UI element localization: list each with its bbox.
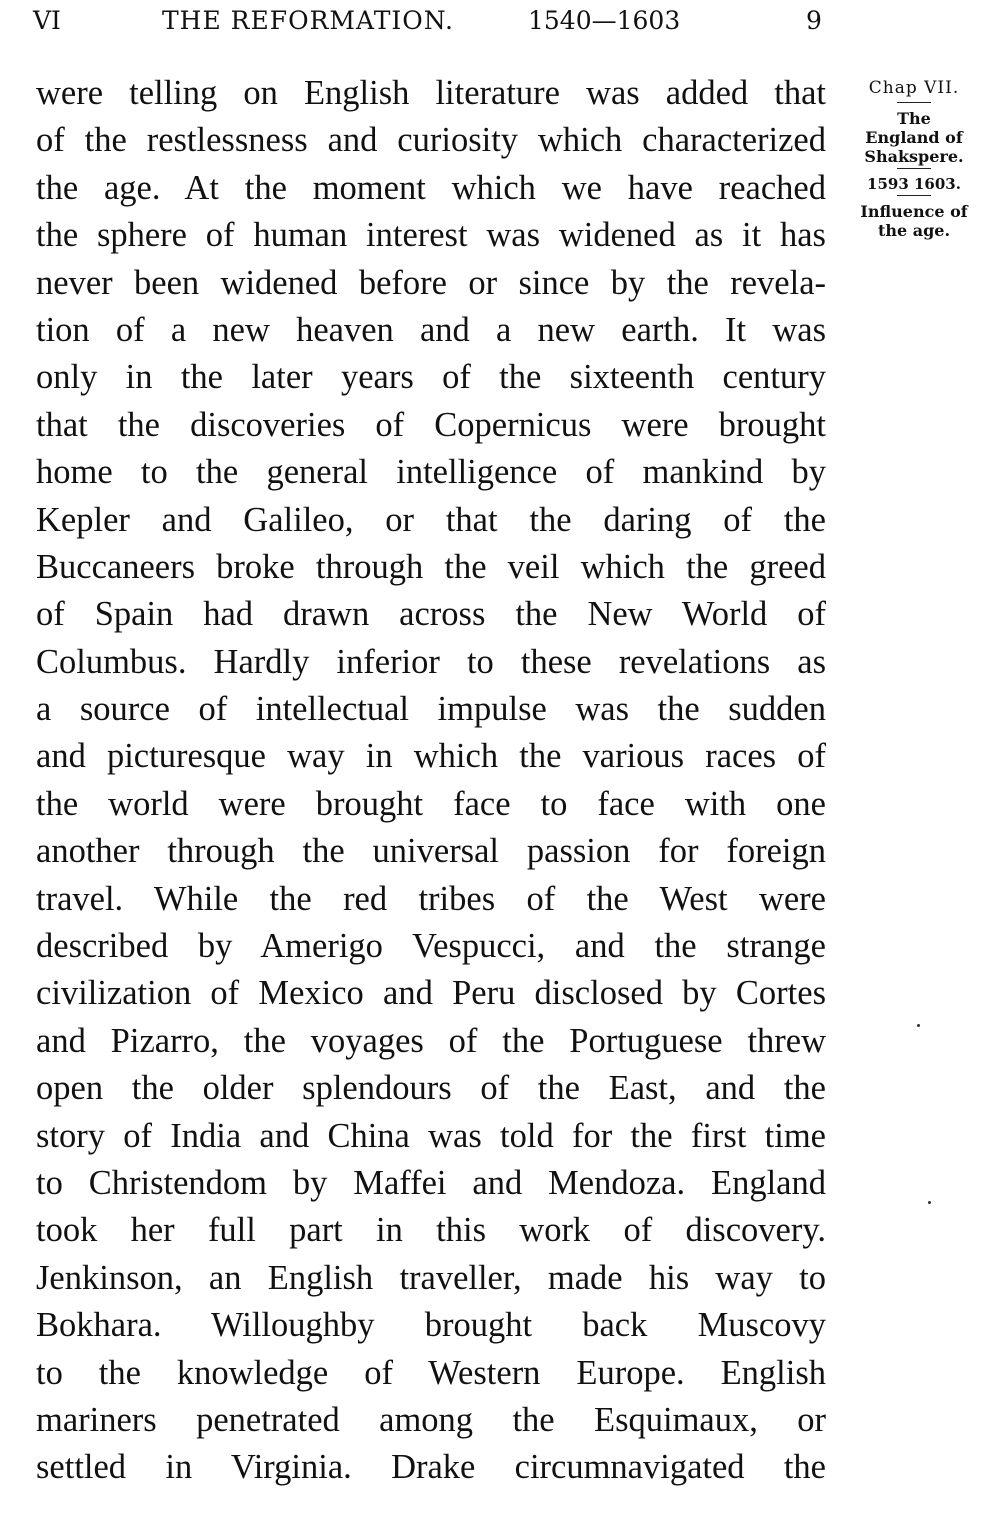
text-line: were telling on English literature was added that — [36, 74, 826, 112]
text-line: settled in Virginia. Drake circumnavigated the — [36, 1448, 826, 1487]
text-line: open the older splendours of the East, and the — [36, 1069, 826, 1108]
text-line: and picturesque way in which the various races of — [36, 737, 826, 776]
body-text — [36, 70, 826, 1492]
text-line: only in the later years of the sixteenth century — [36, 358, 826, 397]
text-line: Buccaneers broke through the veil which the greed — [36, 547, 826, 586]
header-title: THE REFORMATION. — [162, 6, 454, 35]
text-line: and Pizarro, the voyages of the Portuguese threw — [36, 1021, 826, 1060]
text-line: described by Amerigo Vespucci, and the strange — [36, 927, 826, 966]
text-line: of the restlessness and curiosity which characterized — [36, 121, 826, 160]
margin-subtitle-line-1: The — [897, 109, 931, 128]
text-line: story of India and China was told for the first time — [36, 1116, 826, 1155]
text-line: Jenkinson, an English traveller, made his way to — [36, 1258, 826, 1297]
page-number: 9 — [806, 6, 822, 35]
margin-rule — [897, 195, 931, 196]
text-line: Columbus. Hardly inferior to these revelations as — [36, 642, 826, 681]
text-line: the age. At the moment which we have reached — [36, 168, 826, 207]
text-line: another through the universal passion for foreign — [36, 832, 826, 871]
text-line: the world were brought face to face with one — [36, 784, 826, 823]
text-line: travel. While the red tribes of the West were — [36, 879, 826, 918]
text-line: civilization of Mexico and Peru disclosed by Cortes — [36, 974, 826, 1013]
text-line: that the discoveries of Copernicus were brought — [36, 405, 826, 444]
margin-subtitle-line-2: England of — [865, 128, 963, 147]
text-line: a source of intellectual impulse was the sudden — [36, 690, 826, 729]
header-section-number: VI — [33, 6, 61, 35]
text-line: the sphere of human interest was widened as it has — [36, 216, 826, 255]
print-speck — [917, 1024, 920, 1027]
text-line: Kepler and Galileo, or that the daring of the — [36, 500, 826, 539]
text-line: of Spain had drawn across the New World of — [36, 595, 826, 634]
text-line: to the knowledge of Western Europe. English — [36, 1353, 826, 1392]
margin-rule — [897, 168, 931, 169]
header-dates: 1540—1603 — [528, 6, 681, 35]
text-line: to Christendom by Maffei and Mendoza. England — [36, 1163, 826, 1202]
margin-chapter: Chap VII. — [868, 78, 960, 98]
text-line: mariners penetrated among the Esquimaux, or — [36, 1400, 826, 1439]
text-line: never been widened before or since by the revela- — [36, 263, 826, 302]
print-speck — [928, 1201, 931, 1204]
margin-years: 1593 1603. — [867, 175, 961, 193]
margin-topic-line-2: the age. — [877, 221, 951, 240]
margin-topic-line-1: Influence of — [860, 202, 968, 221]
text-line: tion of a new heaven and a new earth. It was — [36, 310, 826, 349]
running-header — [0, 0, 1000, 60]
text-line: Bokhara. Willoughby brought back Muscovy — [36, 1306, 826, 1345]
text-line: home to the general intelligence of mankind by — [36, 453, 826, 492]
margin-rule — [897, 102, 931, 103]
margin-subtitle-line-3: Shakspere. — [864, 147, 964, 166]
text-line: took her full part in this work of discovery. — [36, 1211, 826, 1250]
margin-notes — [838, 78, 990, 240]
